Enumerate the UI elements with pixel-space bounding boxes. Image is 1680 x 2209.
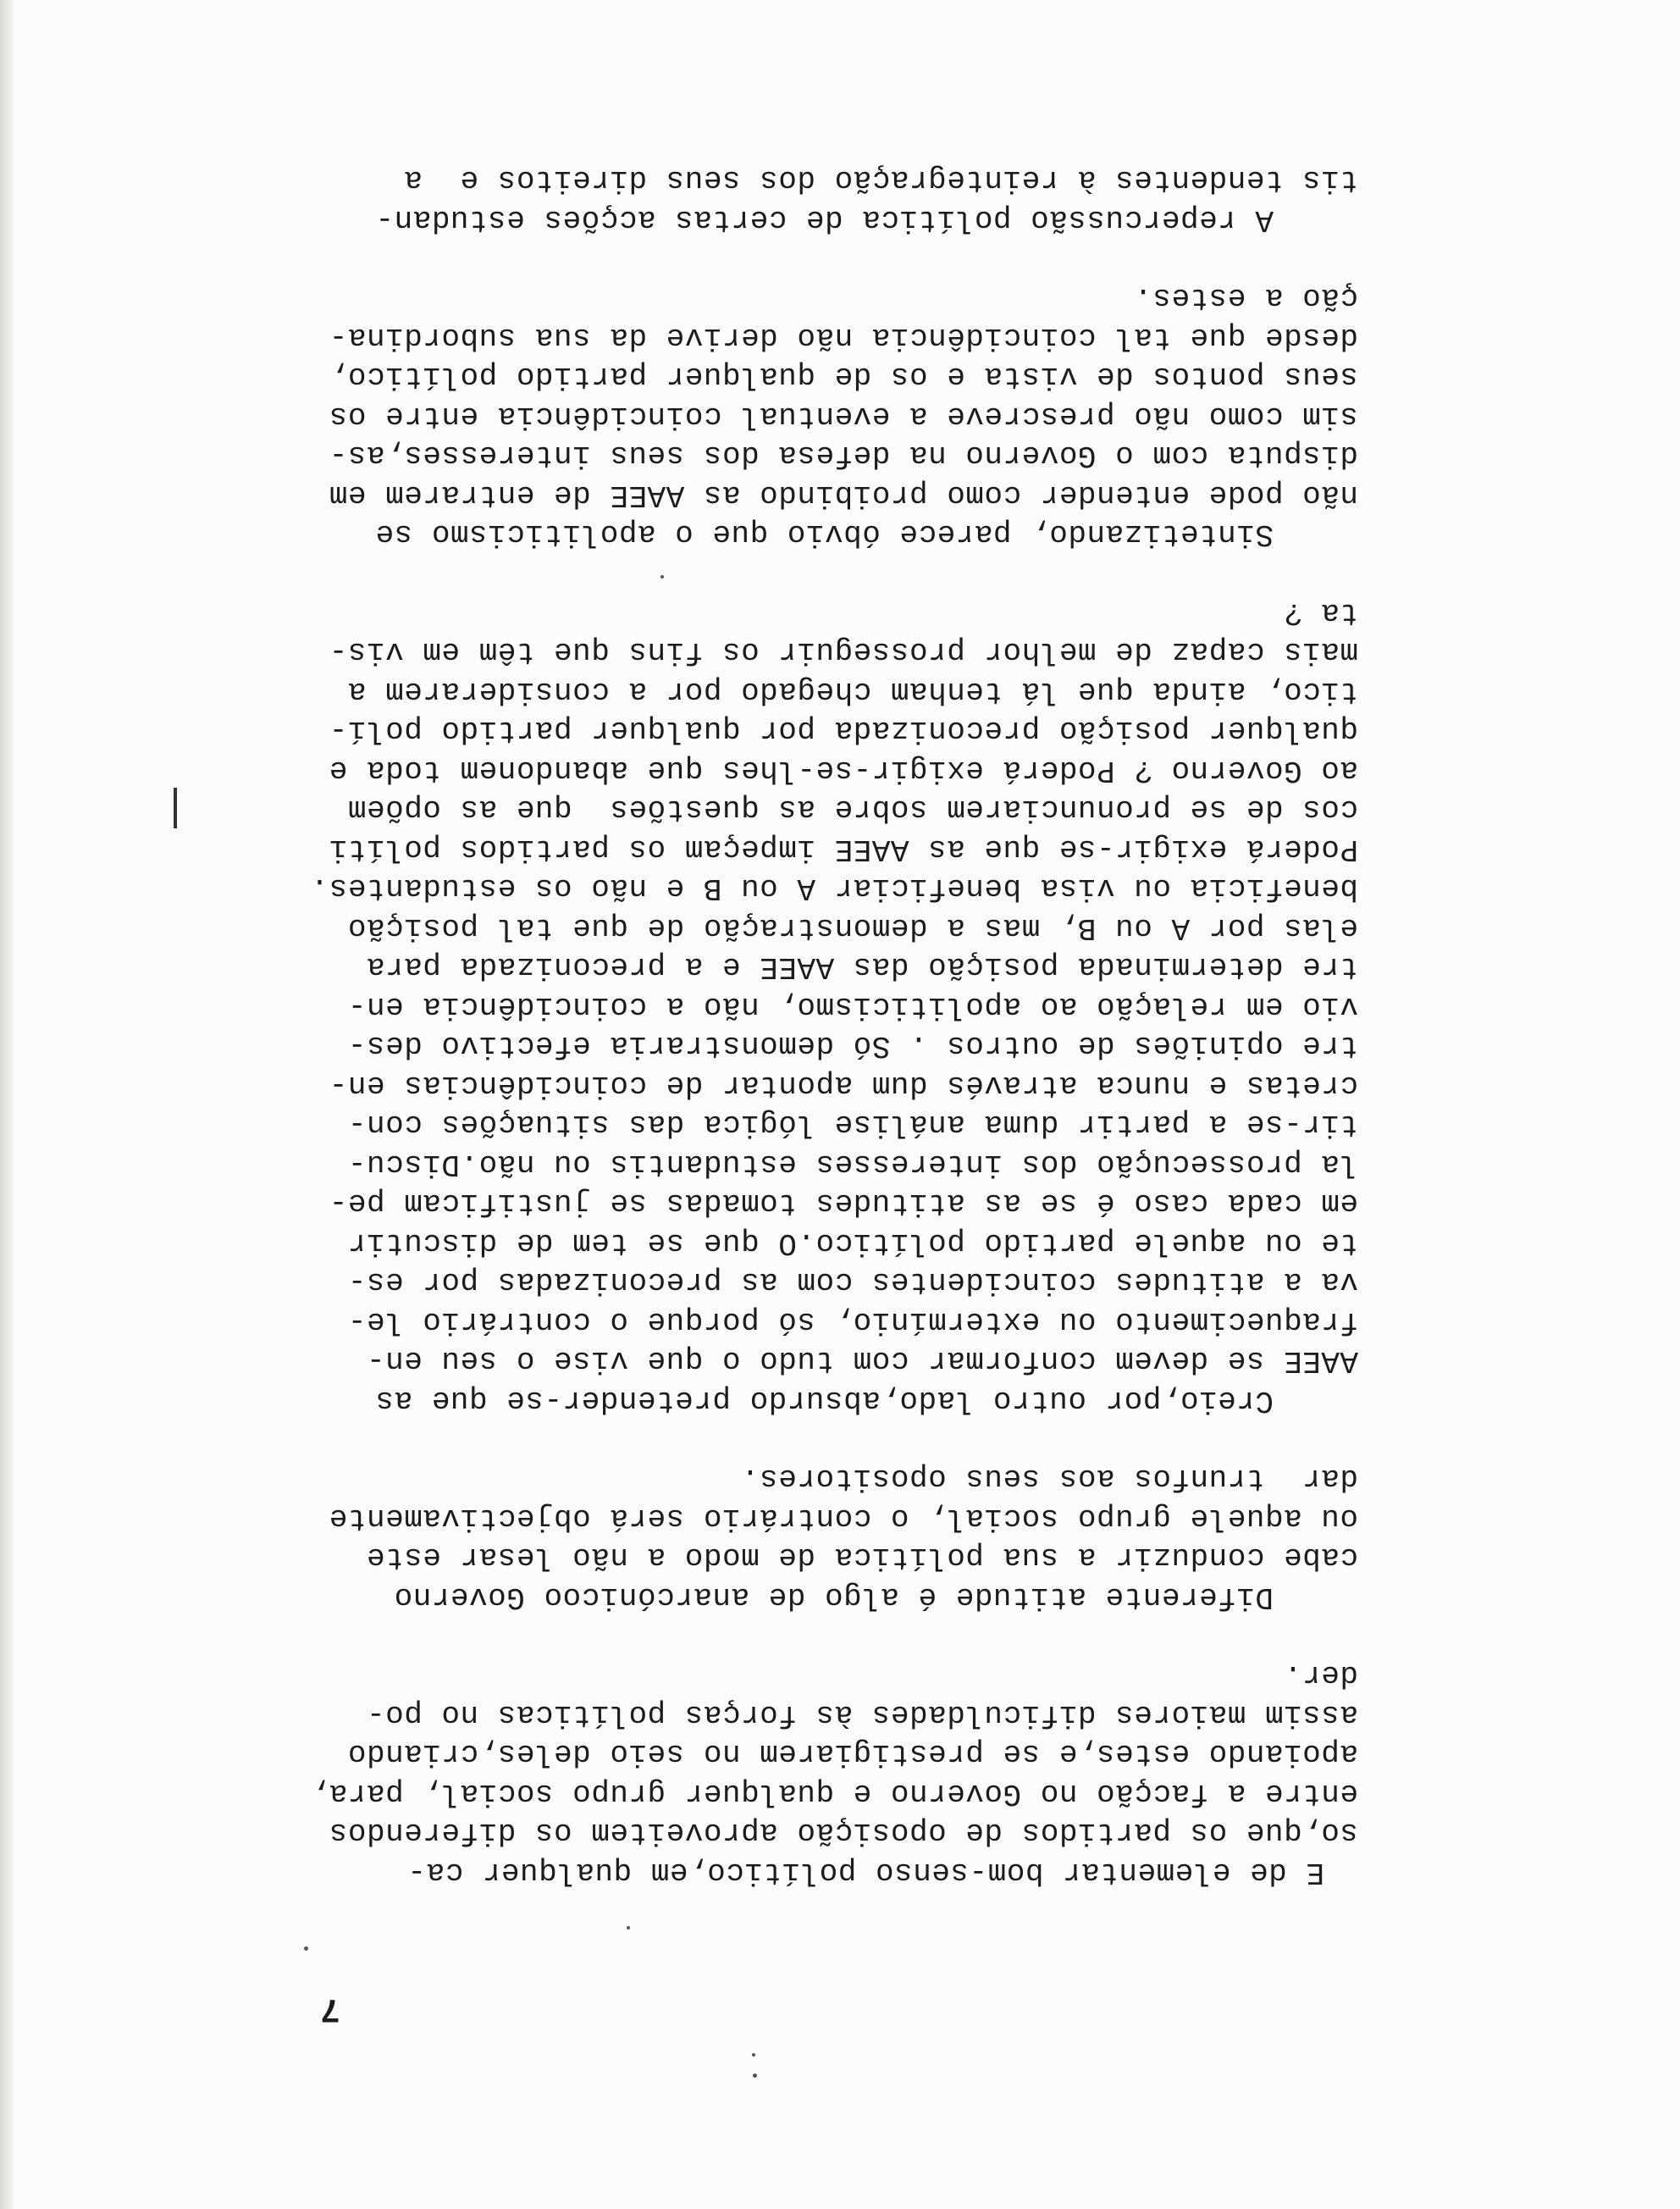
text-line: ao Governo ? Poderá exigir-se-lhes que abandonem toda e bbox=[329, 753, 1358, 788]
text-line: dar trunfos aos seus opositores. bbox=[740, 1461, 1358, 1497]
text-line: tre determinada posição das AAEE e a preconizada para bbox=[366, 949, 1358, 985]
paragraph-3 bbox=[232, 593, 1358, 1420]
text-line: fraquecimento ou extermínio, só porque o contrário le- bbox=[347, 1304, 1358, 1339]
text-line: tre opiniões de outros . Só demonstraria efectivo des- bbox=[347, 1028, 1358, 1064]
text-line: tis tendentes à reintegração dos seus direitos e a bbox=[403, 163, 1358, 198]
ink-speck bbox=[753, 2073, 757, 2078]
text-line: E de elementar bom-senso político,em qualquer ca- bbox=[406, 1855, 1324, 1890]
text-line: não pode entender como proibindo as AAEE de entrarem em bbox=[329, 478, 1358, 512]
text-line: em cada caso é se as atitudes tomadas se justificam pe- bbox=[329, 1186, 1358, 1221]
text-line: Sintetizando, parece óbvio que o apoliticismo se bbox=[375, 517, 1274, 552]
text-line: cabe conduzir a sua política de modo a não lesar este bbox=[366, 1540, 1358, 1575]
text-line: cos de se pronunciarem sobre as questões que as opõem bbox=[347, 792, 1358, 828]
text-line: disputa com o Governo na defesa dos seus interesses,as- bbox=[329, 438, 1358, 473]
paragraph-2 bbox=[232, 1459, 1358, 1616]
text-line: vio em relação ao apoliticismo, não a coincidência en- bbox=[347, 989, 1358, 1024]
text-line: Creio,por outro lado,absurdo pretender-se que as bbox=[375, 1383, 1274, 1418]
text-line: desde que tal coincidência não derive da sua subordina- bbox=[329, 320, 1358, 355]
paragraph-4 bbox=[232, 278, 1358, 554]
ink-speck bbox=[304, 1946, 308, 1951]
text-line: so,que os partidos de oposição aproveitem os diferendos bbox=[329, 1815, 1358, 1851]
ink-speck bbox=[660, 575, 664, 579]
text-line: tir-se a partir duma análise lógica das situações con- bbox=[347, 1107, 1358, 1143]
text-line: Diferente atitude é algo de anarcónicoo Governo bbox=[394, 1580, 1274, 1614]
document-body bbox=[232, 160, 1358, 1891]
text-line: der. bbox=[1283, 1658, 1358, 1693]
ink-speck bbox=[627, 1926, 630, 1929]
text-line: apoiando estes,e se prestigiarem no seio deles,criando bbox=[347, 1736, 1358, 1772]
paragraph-5 bbox=[232, 160, 1358, 239]
text-line: va a atitudes coincidentes com as preconizadas por es- bbox=[347, 1265, 1358, 1300]
page-number: 7 bbox=[319, 1989, 340, 2027]
text-line: ção a estes. bbox=[1133, 280, 1358, 316]
text-line: sim como não prescreve a eventual coincidência entre os bbox=[329, 399, 1358, 434]
text-line: seus pontos de vista e os de qualquer partido político, bbox=[329, 359, 1358, 395]
text-line: tico, ainda que lá tenham chegado por a considerarem a bbox=[347, 674, 1358, 709]
text-line: AAEE se devem conformar com tudo o que vise o seu en- bbox=[366, 1343, 1358, 1379]
text-line: Poderá exigir-se que as AAEE impeçam os partidos políti bbox=[329, 832, 1358, 866]
text-line: assim maiores dificuldades às forças políticas no po- bbox=[366, 1697, 1358, 1732]
text-line: ou aquele grupo social, o contrário será objectivamente bbox=[329, 1501, 1358, 1536]
text-line: cretas e nunca através dum apontar de coincidências en- bbox=[329, 1068, 1358, 1103]
margin-pen-mark bbox=[174, 788, 177, 828]
text-line: la prossecução dos interesses estudantis ou não.Discu- bbox=[347, 1147, 1358, 1182]
paragraph-1 bbox=[232, 1655, 1358, 1891]
text-line: entre a facção no Governo e qualquer grupo social, para, bbox=[310, 1776, 1358, 1811]
ink-speck bbox=[752, 2053, 755, 2057]
text-line: elas por A ou B, mas a demonstração de que tal posição bbox=[347, 911, 1358, 945]
text-line: ta ? bbox=[1283, 595, 1358, 630]
text-line: A repercussão política de certas acções estudan- bbox=[375, 202, 1274, 237]
text-line: beneficia ou visa beneficiar A ou B e não os estudantes. bbox=[310, 871, 1358, 906]
text-line: qualquer posição preconizada por qualquer partido polí- bbox=[329, 713, 1358, 749]
text-line: te ou aquele partido político.O que se tem de discutir bbox=[347, 1226, 1358, 1260]
text-line: mais capaz de melhor prosseguir os fins que têm em vis- bbox=[329, 634, 1358, 670]
